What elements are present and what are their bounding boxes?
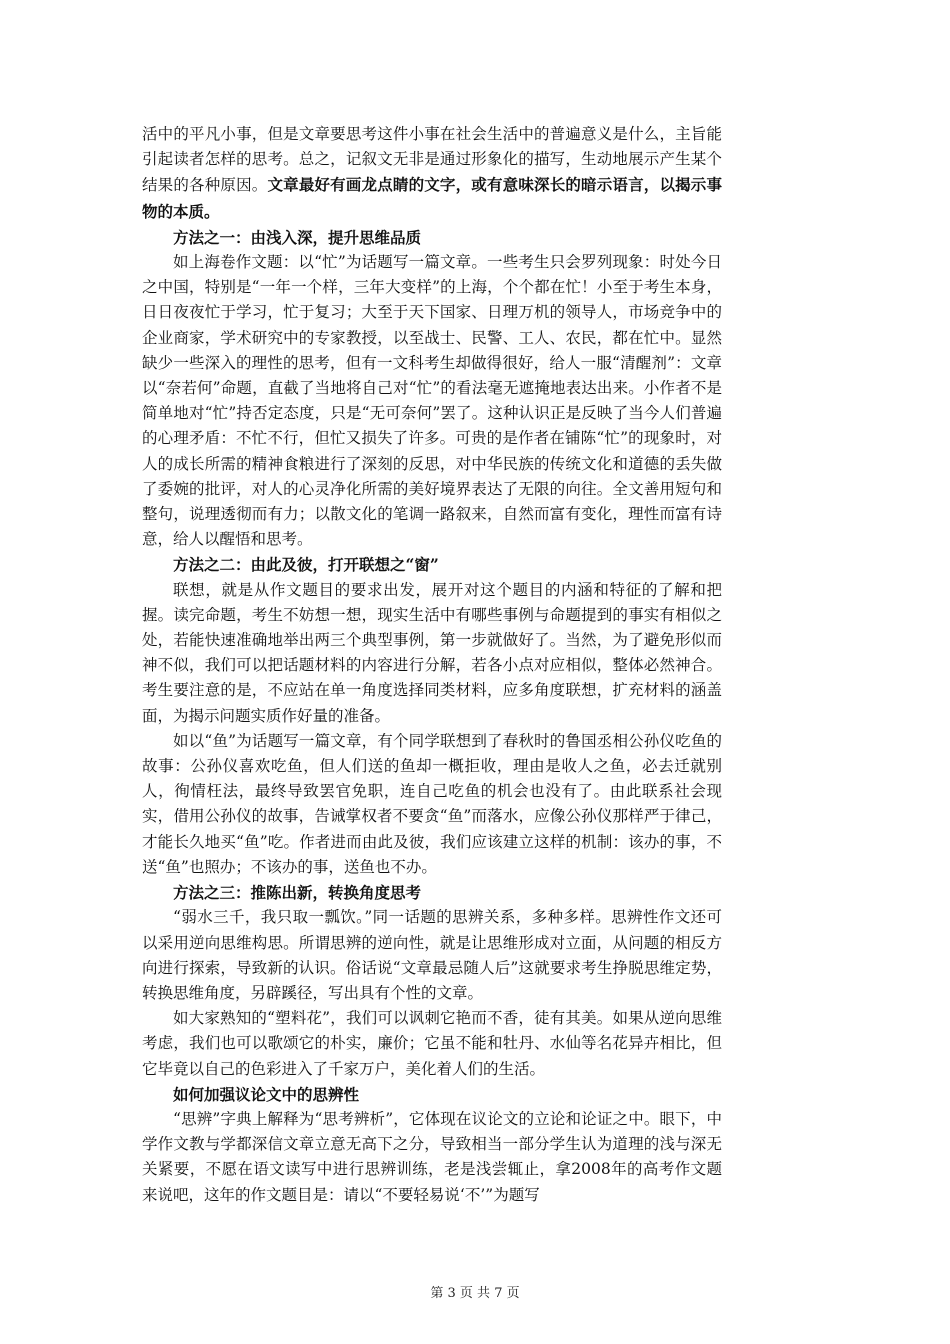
page-footer: 第 3 页 共 7 页	[430, 1286, 520, 1301]
section-heading-method-3: 方法之三：推陈出新，转换角度思考	[173, 883, 422, 903]
paragraph-shanghai-example: 如上海卷作文题：以“忙”为话题写一篇文章。一些考生只会罗列现象：时处今日之中国，特别是“一年一个样，三年大变样”的上海，个个都在忙！小至于考生本身，日日夜夜忙于学习，忙于复习；大至于天下国家、日理万机的领导人，市场竞争中的企业商家，学术研究中的专家教授，以至战士、民警、工人、农民，都在忙中。显然缺少一些深入的理性的思考，但有一文科考生却做得很好，给人一服“清醒剂”：文章以“奈若何”命题，直截了当地将自己对“忙”的看法毫无遮掩地表达出来。小作者不是简单地对“忙”持否定态度，只是“无可奈何”罢了。这种认识正是反映了当今人们普遍的心理矛盾：不忙不行，但忙又损失了许多。可贵的是作者在铺陈“忙”的现象时，对人的成长所需的精神食粮进行了深刻的反思，对中华民族的传统文化和道德的丢失做了委婉的批评，对人的心灵净化所需的美好境界表达了无限的向往。全文善用短句和整句，说理透彻而有力；以散文化的笔调一路叙来，自然而富有变化，理性而富有诗意，给人以醒悟和思考。	[142, 253, 722, 549]
paragraph-1-text: 活中的平凡小事，但是文章要思考这件小事在社会生活中的普遍意义是什么，主旨能引起读者怎样的思考。总之，记叙文无非是通过形象化的描写，生动地展示产生某个结果的各种原因。	[142, 125, 722, 195]
section-heading-method-1: 方法之一：由浅入深，提升思维品质	[173, 227, 422, 247]
paragraph-1-bold-text: 文章最好有画龙点睛的文字，或有意味深长的暗示语言，以揭示事物的本质。	[142, 175, 722, 221]
paragraph-speculation: “思辨”字典上解释为“思考辨析”，它体现在议论文的立论和论证之中。眼下，中学作文教与学都深信文章立意无高下之分，导致相当一部分学生认为道理的浅与深无关紧要，不愿在语文读写中进行思辨训练，老是浅尝辄止，拿2008年的高考作文题来说吧，这年的作文题目是：请以“不要轻易说‘不’”为题写	[142, 1109, 722, 1204]
paragraph-fish-example: 如以“鱼”为话题写一篇文章，有个同学联想到了春秋时的鲁国丞相公孙仪吃鱼的故事：公孙仪喜欢吃鱼，但人们送的鱼却一概拒收，理由是收人之鱼，必去迁就别人，徇情枉法，最终导致罢官免职，连自己吃鱼的机会也没有了。由此联系社会现实，借用公孙仪的故事，告诫掌权者不要贪“鱼”而落水，应像公孙仪那样严于律己，才能长久地买“鱼”吃。作者进而由此及彼，我们应该建立这样的机制：该办的事，不送“鱼”也照办；不该办的事，送鱼也不办。	[142, 731, 722, 876]
section-heading-argument: 如何加强议论文中的思辨性	[173, 1084, 360, 1104]
paragraph-1	[142, 122, 722, 225]
document-page	[142, 122, 722, 1208]
paragraph-reverse-thinking: “弱水三千，我只取一瓢饮。”同一话题的思辨关系，多种多样。思辨性作文还可以采用逆向思维构思。所谓思辨的逆向性，就是让思维形成对立面，从问题的相反方向进行探索，导致新的认识。俗话说“文章最忌随人后”这就要求考生挣脱思维定势，转换思维角度，另辟蹊径，写出具有个性的文章。	[142, 908, 722, 1002]
section-heading-method-2: 方法之二：由此及彼，打开联想之“窗”	[173, 555, 439, 575]
paragraph-plastic-flower: 如大家熟知的“塑料花”，我们可以讽刺它艳而不香，徒有其美。如果从逆向思维考虑，我们也可以歌颂它的朴实，廉价；它虽不能和牡丹、水仙等名花异卉相比，但它毕竟以自己的色彩进入了千家万户，美化着人们的生活。	[142, 1009, 722, 1078]
paragraph-association: 联想，就是从作文题目的要求出发，展开对这个题目的内涵和特征的了解和把握。读完命题，考生不妨想一想，现实生活中有哪些事例与命题提到的事实有相似之处，若能快速准确地举出两三个典型事例，第一步就做好了。当然，为了避免形似而神不似，我们可以把话题材料的内容进行分解，若各小点对应相似，整体必然神合。考生要注意的是，不应站在单一角度选择同类材料，应多角度联想，扩充材料的涵盖面，为揭示问题实质作好量的准备。	[142, 580, 722, 725]
